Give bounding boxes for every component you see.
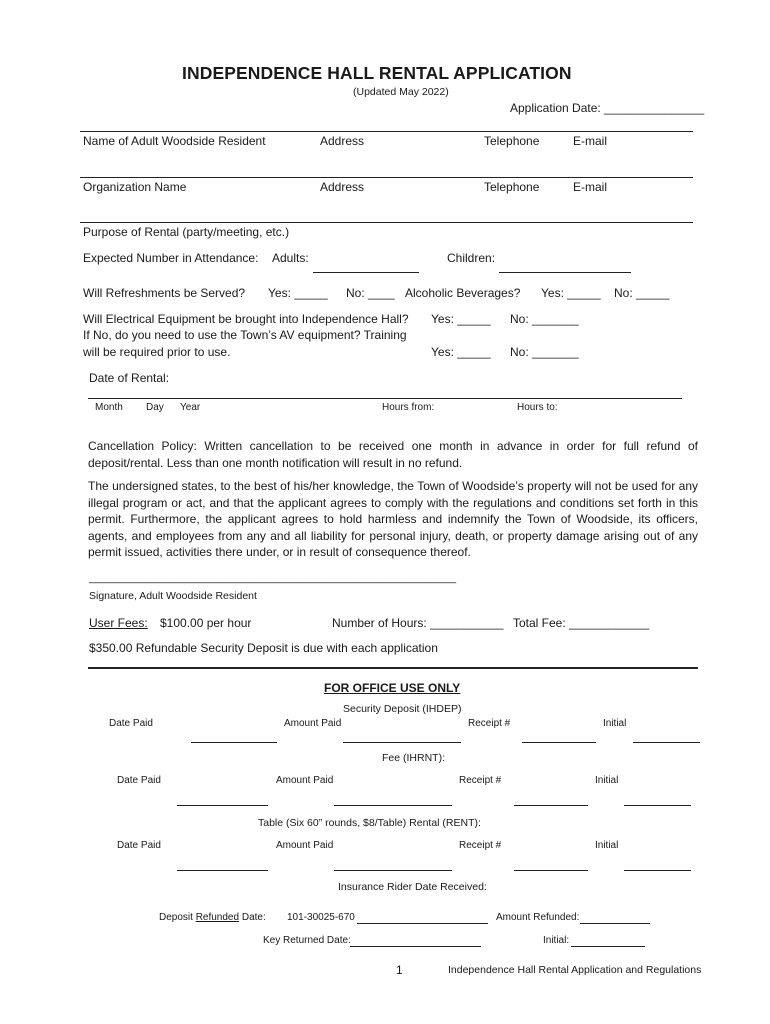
resident-email-label: E-mail xyxy=(573,134,608,148)
table-amount-paid-field[interactable] xyxy=(334,870,452,871)
page-subtitle: (Updated May 2022) xyxy=(353,86,449,98)
purpose-label: Purpose of Rental (party/meeting, etc.) xyxy=(83,225,290,239)
table-initial-field[interactable] xyxy=(624,870,691,871)
attendance-label: Expected Number in Attendance: xyxy=(83,251,259,265)
number-of-hours-field[interactable]: Number of Hours: ___________ xyxy=(332,616,504,630)
divider xyxy=(80,131,693,132)
deposit-date-paid-field[interactable] xyxy=(191,742,277,743)
amount-refunded-label: Amount Refunded: xyxy=(496,912,580,923)
deposit-amount-paid-field[interactable] xyxy=(343,742,461,743)
user-fee-rate: $100.00 per hour xyxy=(160,616,252,630)
key-initial-field[interactable] xyxy=(571,946,645,947)
office-divider xyxy=(88,667,698,669)
page-title: INDEPENDENCE HALL RENTAL APPLICATION xyxy=(182,63,572,83)
deposit-refunded-date-field[interactable] xyxy=(357,923,488,924)
refreshments-label: Will Refreshments be Served? xyxy=(83,286,246,300)
rental-date-field[interactable] xyxy=(88,398,682,399)
receipt-label: Receipt # xyxy=(459,775,502,786)
signature-label: Signature, Adult Woodside Resident xyxy=(89,590,257,602)
amount-refunded-field[interactable] xyxy=(580,923,650,924)
adults-field[interactable] xyxy=(313,272,419,273)
month-label: Month xyxy=(95,402,123,413)
refreshments-no-field[interactable]: No: ____ xyxy=(346,286,395,300)
alcohol-yes-field[interactable]: Yes: _____ xyxy=(541,286,601,300)
user-fees-label: User Fees: xyxy=(89,616,148,630)
divider xyxy=(80,177,693,178)
day-label: Day xyxy=(146,402,164,413)
resident-address-label: Address xyxy=(320,134,365,148)
date-paid-label: Date Paid xyxy=(109,718,153,729)
application-date-field[interactable]: Application Date: _______________ xyxy=(510,101,705,115)
deposit-refunded-label: Deposit Refunded Date: xyxy=(159,912,266,923)
electrical-yes-field[interactable]: Yes: _____ xyxy=(431,312,491,326)
initial-label: Initial xyxy=(595,840,619,851)
receipt-label: Receipt # xyxy=(459,840,502,851)
account-number: 101-30025-670 xyxy=(287,912,355,923)
initial-label: Initial xyxy=(595,775,619,786)
deposit-initial-field[interactable] xyxy=(633,742,700,743)
resident-telephone-label: Telephone xyxy=(484,134,540,148)
adults-label: Adults: xyxy=(272,251,309,265)
office-use-heading: FOR OFFICE USE ONLY xyxy=(324,681,461,695)
electrical-question-line1: Will Electrical Equipment be brought into Independence Hall? xyxy=(83,312,409,326)
key-returned-label: Key Returned Date: xyxy=(263,935,351,946)
footer-text: Independence Hall Rental Application and Regulations xyxy=(448,964,702,976)
electrical-question-line3: will be required prior to use. xyxy=(83,345,231,359)
fee-title: Fee (IHRNT): xyxy=(382,752,445,764)
rental-date-label: Date of Rental: xyxy=(89,371,170,385)
date-paid-label: Date Paid xyxy=(117,840,161,851)
organization-email-label: E-mail xyxy=(573,180,608,194)
organization-telephone-label: Telephone xyxy=(484,180,540,194)
deposit-receipt-field[interactable] xyxy=(522,742,596,743)
hours-to-label: Hours to: xyxy=(517,402,558,413)
resident-name-label: Name of Adult Woodside Resident xyxy=(83,134,266,148)
fee-receipt-field[interactable] xyxy=(514,805,588,806)
table-receipt-field[interactable] xyxy=(514,870,588,871)
divider xyxy=(80,222,693,223)
amount-paid-label: Amount Paid xyxy=(276,840,334,851)
page-number: 1 xyxy=(396,963,403,977)
security-deposit-title: Security Deposit (IHDEP) xyxy=(343,703,462,715)
security-deposit-note: $350.00 Refundable Security Deposit is due with each application xyxy=(89,641,438,655)
cancellation-policy: Cancellation Policy: Written cancellation to be received one month in advance in order for full refund of deposit/rental. Less than one month notification will result in no refund. xyxy=(88,439,698,470)
organization-name-label: Organization Name xyxy=(83,180,187,194)
fee-date-paid-field[interactable] xyxy=(177,805,268,806)
electrical-question-line2: If No, do you need to use the Town’s AV equipment? Training xyxy=(83,328,407,342)
total-fee-field[interactable]: Total Fee: ____________ xyxy=(513,616,650,630)
av-yes-field[interactable]: Yes: _____ xyxy=(431,345,491,359)
table-rental-title: Table (Six 60” rounds, $8/Table) Rental (RENT): xyxy=(258,817,481,829)
organization-address-label: Address xyxy=(320,180,365,194)
av-no-field[interactable]: No: _______ xyxy=(510,345,579,359)
alcohol-label: Alcoholic Beverages? xyxy=(405,286,521,300)
hours-from-label: Hours from: xyxy=(382,402,435,413)
children-label: Children: xyxy=(447,251,496,265)
alcohol-no-field[interactable]: No: _____ xyxy=(614,286,670,300)
key-returned-date-field[interactable] xyxy=(350,946,481,947)
fee-amount-paid-field[interactable] xyxy=(334,805,452,806)
insurance-rider-label: Insurance Rider Date Received: xyxy=(338,881,487,893)
children-field[interactable] xyxy=(499,272,631,273)
amount-paid-label: Amount Paid xyxy=(284,718,342,729)
receipt-label: Receipt # xyxy=(468,718,511,729)
initial-label: Initial: xyxy=(543,935,570,946)
electrical-no-field[interactable]: No: _______ xyxy=(510,312,579,326)
signature-field[interactable]: ____________________________________________________________ xyxy=(89,572,457,584)
date-paid-label: Date Paid xyxy=(117,775,161,786)
table-date-paid-field[interactable] xyxy=(177,870,268,871)
fee-initial-field[interactable] xyxy=(624,805,691,806)
refreshments-yes-field[interactable]: Yes: _____ xyxy=(268,286,328,300)
agreement-text: The undersigned states, to the best of his/her knowledge, the Town of Woodside’s property will not be used for any illegal program or act, and that the applicant agrees to comply with the regulations and conditions set forth in this permit. Furthermore, the applicant agrees to hold harmless and indemnify the Town of Woodside, its officers, agents, and employees from any and all liability for personal injury, death, or property damage arising out of any permit issued, activities there under, or in result of consequence thereof. xyxy=(88,479,698,559)
year-label: Year xyxy=(180,402,201,413)
amount-paid-label: Amount Paid xyxy=(276,775,334,786)
initial-label: Initial xyxy=(603,718,627,729)
